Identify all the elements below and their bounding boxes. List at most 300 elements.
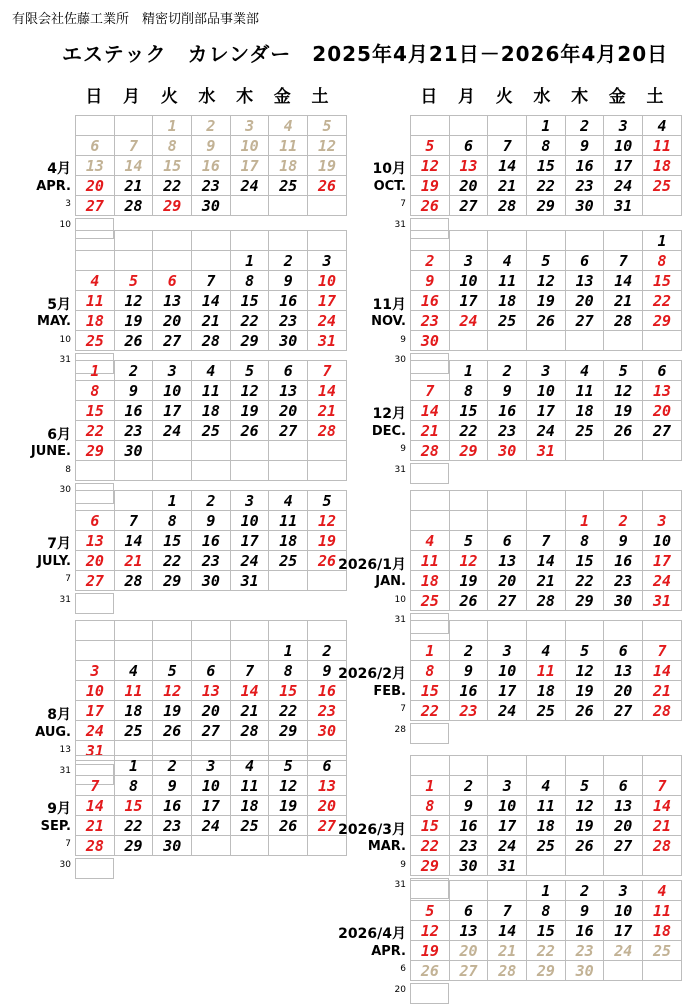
day-cell: 14	[604, 271, 643, 291]
day-cell: 10	[308, 271, 347, 291]
day-cell: 20	[308, 796, 347, 816]
day-cell: 28	[114, 196, 153, 216]
day-cell: 5	[527, 251, 566, 271]
day-cell: 12	[411, 921, 450, 941]
day-cell: 16	[604, 551, 643, 571]
month-count-a: 7	[65, 839, 71, 849]
week-row	[76, 361, 347, 381]
day-cell	[230, 196, 269, 216]
day-cell: 12	[565, 796, 604, 816]
week-row	[411, 941, 682, 961]
day-cell: 11	[643, 136, 682, 156]
day-cell: 9	[449, 796, 488, 816]
day-cell: 22	[230, 311, 269, 331]
day-cell: 1	[527, 116, 566, 136]
month-label-en: SEP.	[40, 818, 71, 834]
week-row	[76, 176, 347, 196]
day-cell: 21	[411, 421, 450, 441]
day-cell: 23	[449, 836, 488, 856]
day-cell: 9	[565, 901, 604, 921]
day-cell: 13	[565, 271, 604, 291]
day-cell	[114, 491, 153, 511]
day-cell: 9	[449, 661, 488, 681]
month-label-en: DEC.	[371, 423, 406, 439]
day-cell: 9	[411, 271, 450, 291]
day-cell: 30	[488, 441, 527, 461]
day-cell: 14	[76, 796, 115, 816]
day-cell	[449, 881, 488, 901]
day-cell	[269, 836, 308, 856]
month-count-a: 10	[394, 594, 406, 605]
day-cell: 17	[153, 401, 192, 421]
day-cell: 5	[153, 661, 192, 681]
day-cell: 12	[565, 661, 604, 681]
week-row	[411, 176, 682, 196]
day-cell: 29	[269, 721, 308, 741]
day-cell	[449, 331, 488, 351]
month-count-a: 13	[59, 745, 71, 755]
day-cell: 9	[604, 531, 643, 551]
day-cell: 11	[76, 291, 115, 311]
day-cell	[411, 491, 450, 511]
month-label-ja: 2026/4月	[338, 926, 406, 942]
week-row	[411, 401, 682, 421]
month-block	[35, 620, 347, 776]
day-cell: 22	[114, 816, 153, 836]
month-grid	[75, 230, 347, 351]
day-cell: 24	[230, 176, 269, 196]
week-row	[411, 311, 682, 331]
day-cell	[76, 756, 115, 776]
day-cell	[488, 511, 527, 531]
day-cell: 24	[230, 551, 269, 571]
day-cell: 15	[411, 816, 450, 836]
day-cell: 13	[269, 381, 308, 401]
month-grid	[410, 360, 682, 461]
day-cell: 27	[449, 961, 488, 981]
day-cell: 1	[565, 511, 604, 531]
company-name: 有限会社佐藤工業所 精密切削部品事業部	[12, 12, 260, 27]
day-cell: 24	[488, 836, 527, 856]
day-cell: 4	[411, 531, 450, 551]
day-cell: 17	[527, 401, 566, 421]
day-cell	[411, 231, 450, 251]
month-grid	[75, 490, 347, 591]
day-cell: 18	[527, 816, 566, 836]
day-cell: 20	[76, 176, 115, 196]
day-cell: 1	[449, 361, 488, 381]
day-cell: 30	[565, 196, 604, 216]
day-cell: 10	[230, 136, 269, 156]
week-row	[411, 591, 682, 611]
day-cell: 29	[527, 961, 566, 981]
day-cell: 8	[230, 271, 269, 291]
day-cell: 2	[269, 251, 308, 271]
day-cell: 6	[76, 511, 115, 531]
day-cell: 12	[527, 271, 566, 291]
month-count-b: 31	[394, 615, 406, 625]
week-row	[76, 421, 347, 441]
week-row	[76, 701, 347, 721]
day-cell: 15	[114, 796, 153, 816]
day-cell: 23	[153, 816, 192, 836]
day-cell: 5	[308, 116, 347, 136]
day-cell	[153, 461, 192, 481]
day-cell: 25	[565, 421, 604, 441]
day-cell: 18	[565, 401, 604, 421]
day-cell: 24	[488, 701, 527, 721]
summary-cell	[410, 463, 449, 484]
day-cell	[604, 756, 643, 776]
month-count-b: 28	[394, 724, 406, 735]
day-cell: 26	[114, 331, 153, 351]
week-row	[76, 641, 347, 661]
day-cell: 4	[192, 361, 231, 381]
day-cell: 13	[604, 796, 643, 816]
week-row	[76, 531, 347, 551]
day-cell	[643, 196, 682, 216]
day-cell: 1	[643, 231, 682, 251]
month-grid	[75, 620, 347, 761]
day-cell: 26	[308, 551, 347, 571]
day-cell: 5	[604, 361, 643, 381]
day-cell: 2	[604, 511, 643, 531]
day-cell: 20	[643, 401, 682, 421]
day-cell: 14	[488, 921, 527, 941]
day-cell: 24	[308, 311, 347, 331]
weekday-tue: 火	[160, 87, 178, 107]
day-cell: 20	[449, 941, 488, 961]
day-cell	[76, 116, 115, 136]
day-cell: 21	[114, 176, 153, 196]
day-cell: 18	[269, 531, 308, 551]
week-row	[411, 661, 682, 681]
day-cell: 18	[230, 796, 269, 816]
week-row	[411, 291, 682, 311]
day-cell: 12	[604, 381, 643, 401]
day-cell: 12	[411, 156, 450, 176]
week-row	[76, 116, 347, 136]
month-label-ja: 6月	[47, 426, 71, 443]
day-cell	[308, 231, 347, 251]
day-cell: 21	[308, 401, 347, 421]
day-cell: 11	[488, 271, 527, 291]
month-block	[37, 230, 347, 365]
day-cell: 5	[411, 136, 450, 156]
day-cell: 11	[230, 776, 269, 796]
day-cell: 17	[230, 156, 269, 176]
day-cell	[269, 441, 308, 461]
day-cell: 23	[411, 311, 450, 331]
day-cell: 31	[527, 441, 566, 461]
day-cell: 20	[192, 701, 231, 721]
day-cell: 4	[565, 361, 604, 381]
day-cell: 6	[449, 901, 488, 921]
day-cell: 14	[488, 156, 527, 176]
day-cell: 3	[643, 511, 682, 531]
day-cell: 7	[114, 511, 153, 531]
day-cell: 20	[153, 311, 192, 331]
day-cell: 15	[643, 271, 682, 291]
day-cell: 3	[153, 361, 192, 381]
day-cell	[76, 491, 115, 511]
day-cell: 11	[411, 551, 450, 571]
week-row	[76, 231, 347, 251]
day-cell: 11	[527, 796, 566, 816]
day-cell: 30	[604, 591, 643, 611]
day-cell: 8	[411, 661, 450, 681]
week-row	[76, 156, 347, 176]
month-label-ja: 11月	[372, 296, 406, 313]
day-cell: 15	[527, 921, 566, 941]
day-cell	[565, 441, 604, 461]
week-row	[411, 681, 682, 701]
day-cell: 5	[114, 271, 153, 291]
month-grid	[75, 115, 347, 216]
day-cell	[411, 511, 450, 531]
week-row	[76, 816, 347, 836]
day-cell: 17	[643, 551, 682, 571]
month-grid	[75, 360, 347, 481]
day-cell: 9	[114, 381, 153, 401]
day-cell: 15	[565, 551, 604, 571]
day-cell: 22	[527, 941, 566, 961]
day-cell: 20	[565, 291, 604, 311]
day-cell	[449, 756, 488, 776]
month-count-b: 30	[59, 485, 71, 495]
day-cell: 24	[449, 311, 488, 331]
day-cell: 28	[527, 591, 566, 611]
day-cell	[230, 621, 269, 641]
day-cell	[269, 231, 308, 251]
month-block	[371, 230, 682, 365]
week-row	[411, 901, 682, 921]
week-row	[76, 661, 347, 681]
day-cell	[114, 231, 153, 251]
week-row	[411, 331, 682, 351]
day-cell: 10	[604, 901, 643, 921]
day-cell: 12	[153, 681, 192, 701]
weekday-tue: 火	[495, 87, 513, 107]
day-cell: 29	[153, 196, 192, 216]
day-cell: 23	[114, 421, 153, 441]
day-cell	[527, 756, 566, 776]
day-cell	[643, 856, 682, 876]
day-cell: 25	[114, 721, 153, 741]
day-cell: 17	[308, 291, 347, 311]
weekday-mon: 月	[123, 87, 141, 107]
day-cell	[192, 641, 231, 661]
month-label-ja: 2026/1月	[338, 556, 406, 573]
day-cell: 16	[488, 401, 527, 421]
week-row	[76, 461, 347, 481]
day-cell: 31	[643, 591, 682, 611]
month-count-b: 31	[59, 765, 71, 776]
week-row	[76, 311, 347, 331]
day-cell: 7	[76, 776, 115, 796]
day-cell	[449, 511, 488, 531]
day-cell: 7	[114, 136, 153, 156]
month-label-en: FEB.	[373, 683, 406, 699]
day-cell: 27	[153, 331, 192, 351]
day-cell: 12	[230, 381, 269, 401]
day-cell: 14	[114, 531, 153, 551]
day-cell: 13	[76, 531, 115, 551]
day-cell: 28	[76, 836, 115, 856]
day-cell: 2	[114, 361, 153, 381]
day-cell	[488, 331, 527, 351]
day-cell: 13	[643, 381, 682, 401]
day-cell: 24	[604, 941, 643, 961]
day-cell: 10	[76, 681, 115, 701]
week-row	[76, 721, 347, 741]
day-cell: 26	[230, 421, 269, 441]
day-cell: 19	[565, 681, 604, 701]
day-cell: 16	[269, 291, 308, 311]
month-block	[371, 360, 682, 475]
day-cell: 18	[114, 701, 153, 721]
week-row	[411, 441, 682, 461]
weekday-header-left	[75, 82, 339, 108]
month-count-a: 3	[65, 199, 71, 209]
week-row	[411, 361, 682, 381]
day-cell: 21	[604, 291, 643, 311]
day-cell	[565, 231, 604, 251]
day-cell: 19	[527, 291, 566, 311]
summary-cell	[75, 593, 114, 614]
day-cell: 15	[230, 291, 269, 311]
day-cell: 29	[76, 441, 115, 461]
day-cell: 13	[76, 156, 115, 176]
month-label-ja: 10月	[372, 161, 406, 177]
day-cell: 3	[308, 251, 347, 271]
day-cell: 13	[308, 776, 347, 796]
weekday-fri: 金	[608, 87, 626, 107]
day-cell: 19	[153, 701, 192, 721]
month-grid	[410, 620, 682, 721]
day-cell: 26	[565, 701, 604, 721]
day-cell	[565, 621, 604, 641]
day-cell: 9	[488, 381, 527, 401]
day-cell: 4	[643, 116, 682, 136]
day-cell	[604, 961, 643, 981]
day-cell	[153, 231, 192, 251]
day-cell: 25	[230, 816, 269, 836]
day-cell: 27	[449, 196, 488, 216]
day-cell: 2	[449, 776, 488, 796]
day-cell	[153, 441, 192, 461]
day-cell: 14	[643, 661, 682, 681]
day-cell: 15	[76, 401, 115, 421]
day-cell: 8	[114, 776, 153, 796]
month-label-ja: 7月	[47, 536, 71, 552]
month-count-b: 10	[59, 219, 71, 230]
day-cell: 10	[192, 776, 231, 796]
week-row	[76, 756, 347, 776]
day-cell	[76, 641, 115, 661]
day-cell: 25	[269, 176, 308, 196]
day-cell: 26	[527, 311, 566, 331]
day-cell: 4	[76, 271, 115, 291]
day-cell: 23	[308, 701, 347, 721]
day-cell: 18	[643, 921, 682, 941]
day-cell	[643, 961, 682, 981]
week-row	[411, 961, 682, 981]
day-cell: 20	[76, 551, 115, 571]
day-cell	[604, 231, 643, 251]
month-block	[338, 880, 682, 995]
day-cell: 8	[76, 381, 115, 401]
day-cell: 13	[449, 921, 488, 941]
day-cell: 8	[643, 251, 682, 271]
day-cell: 24	[527, 421, 566, 441]
week-row	[76, 251, 347, 271]
day-cell: 13	[604, 661, 643, 681]
day-cell: 9	[192, 511, 231, 531]
day-cell: 3	[230, 116, 269, 136]
day-cell: 10	[604, 136, 643, 156]
month-label-en: OCT.	[373, 178, 406, 194]
day-cell: 30	[565, 961, 604, 981]
day-cell	[114, 461, 153, 481]
day-cell: 3	[604, 116, 643, 136]
day-cell: 13	[153, 291, 192, 311]
day-cell	[488, 881, 527, 901]
day-cell	[308, 461, 347, 481]
day-cell: 2	[153, 756, 192, 776]
week-row	[411, 621, 682, 641]
weekday-thu: 木	[236, 87, 254, 107]
day-cell: 2	[192, 116, 231, 136]
week-row	[76, 331, 347, 351]
month-label-ja: 8月	[47, 707, 71, 723]
day-cell	[643, 491, 682, 511]
day-cell: 4	[488, 251, 527, 271]
day-cell: 25	[527, 836, 566, 856]
day-cell: 31	[604, 196, 643, 216]
month-count-a: 6	[400, 964, 406, 974]
day-cell: 7	[527, 531, 566, 551]
day-cell: 6	[604, 776, 643, 796]
day-cell: 26	[565, 836, 604, 856]
day-cell: 25	[488, 311, 527, 331]
day-cell: 2	[565, 881, 604, 901]
week-row	[411, 776, 682, 796]
day-cell: 15	[269, 681, 308, 701]
day-cell: 17	[604, 921, 643, 941]
month-label-en: APR.	[371, 943, 406, 959]
day-cell: 27	[76, 571, 115, 591]
weekday-sun: 日	[420, 87, 438, 107]
day-cell: 3	[76, 661, 115, 681]
week-row	[411, 856, 682, 876]
day-cell: 10	[643, 531, 682, 551]
day-cell: 10	[488, 796, 527, 816]
day-cell: 2	[308, 641, 347, 661]
day-cell: 11	[527, 661, 566, 681]
month-grid	[410, 755, 682, 876]
month-count-a: 10	[59, 334, 71, 345]
day-cell: 29	[153, 571, 192, 591]
day-cell: 23	[488, 421, 527, 441]
day-cell: 1	[114, 756, 153, 776]
day-cell: 18	[192, 401, 231, 421]
day-cell: 1	[153, 491, 192, 511]
day-cell: 18	[411, 571, 450, 591]
day-cell	[411, 881, 450, 901]
day-cell: 6	[269, 361, 308, 381]
month-label-en: JULY.	[37, 553, 71, 569]
